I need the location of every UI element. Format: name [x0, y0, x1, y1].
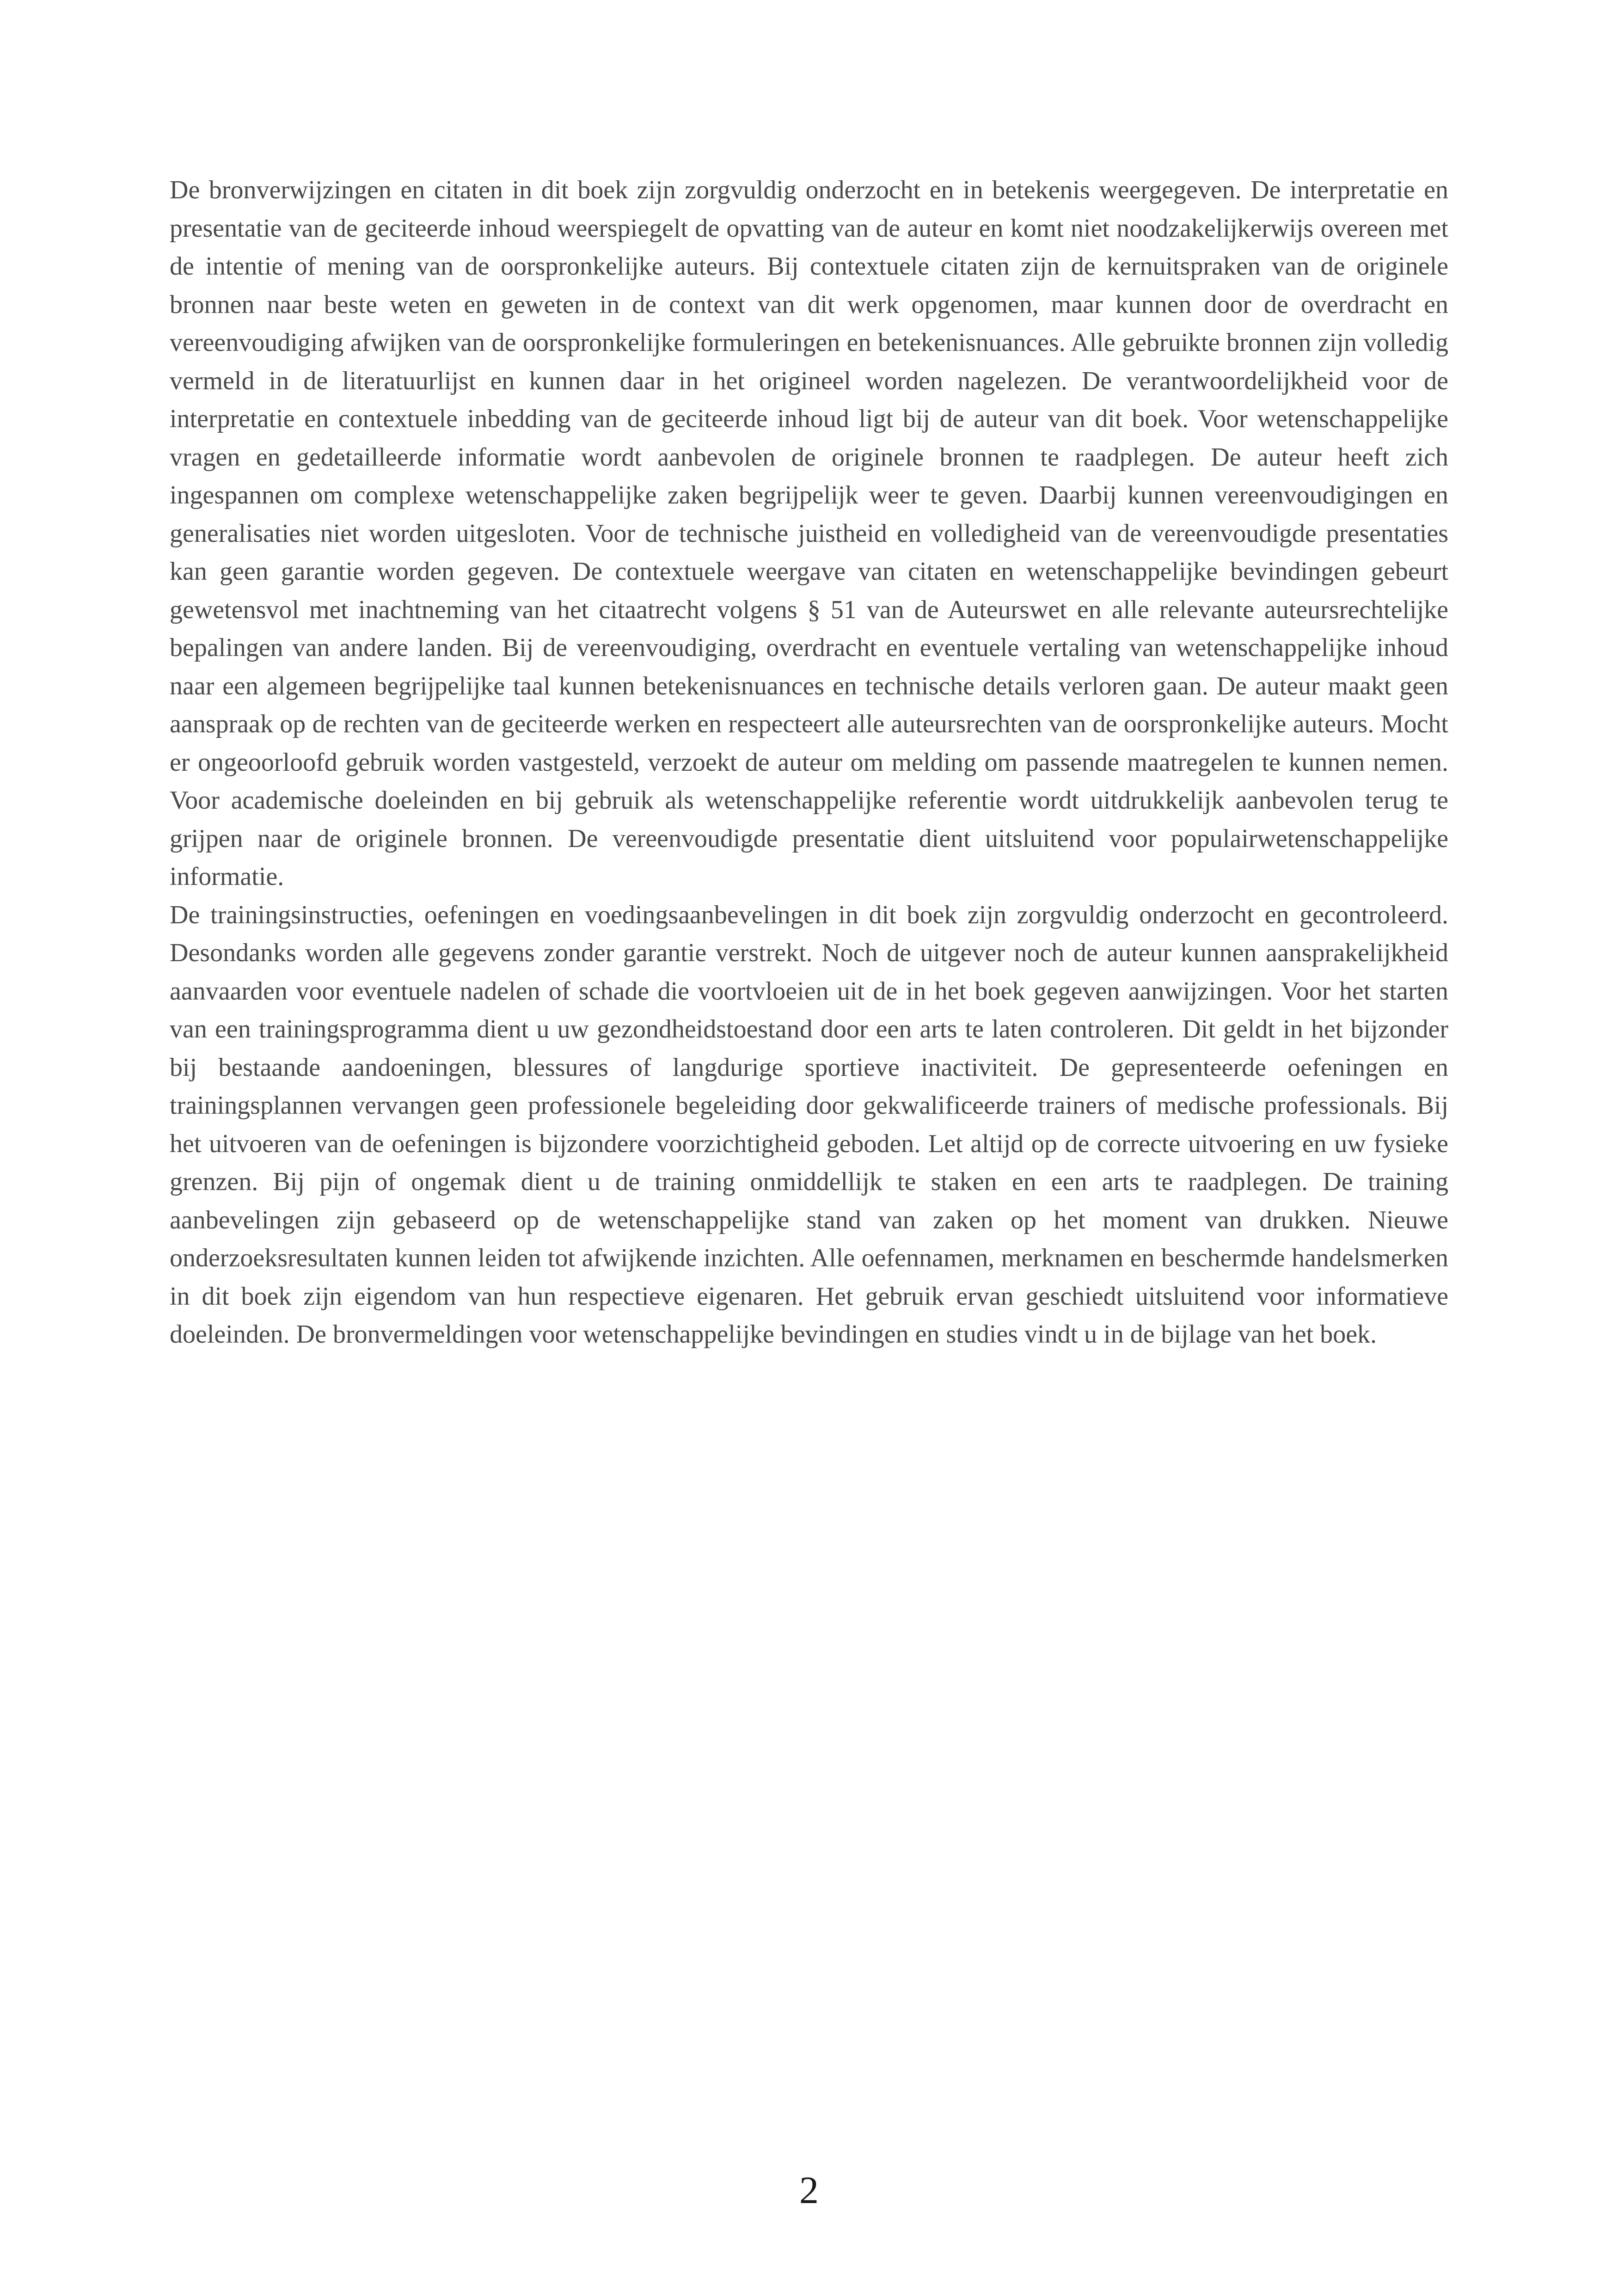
training-disclaimer-paragraph: De trainingsinstructies, oefeningen en voedingsaanbevelingen in dit boek zijn zorgvuldig onderzocht en gecontroleerd. Desondanks worden alle gegevens zonder garantie verstrekt. Noch de uitgever noch de auteur kunnen aansprakelijkheid aanvaarden voor eventuele nadelen of schade die voortvloeien uit de in het boek gegeven aanwijzingen. Voor het starten van een trainingsprogramma dient u uw gezondheidstoestand door een arts te laten controleren. Dit geldt in het bijzonder bij bestaande aandoeningen, blessures of langdurige sportieve inactiviteit. De gepresenteerde oefeningen en trainingsplannen vervangen geen professionele begeleiding door gekwalificeerde trainers of medische professionals. Bij het uitvoeren van de oefeningen is bijzondere voorzichtigheid geboden. Let altijd op de correcte uitvoering en uw fysieke grenzen. Bij pijn of ongemak dient u de training onmiddellijk te staken en een arts te raadplegen. De training aanbevelingen zijn gebaseerd op de wetenschappelijke stand van zaken op het moment van drukken. Nieuwe onderzoeksresultaten kunnen leiden tot afwijkende inzichten. Alle oefennamen, merknamen en beschermde handelsmerken in dit boek zijn eigendom van hun respectieve eigenaren. Het gebruik ervan geschiedt uitsluitend voor informatieve doeleinden. De bronvermeldingen voor wetenschappelijke bevindingen en studies vindt u in de bijlage van het boek. [170, 900, 1448, 1349]
page-number: 2 [799, 2169, 819, 2212]
disclaimer-text [170, 171, 1448, 1354]
citation-disclaimer-paragraph: De bronverwijzingen en citaten in dit boek zijn zorgvuldig onderzocht en in betekenis weergegeven. De interpretatie en presentatie van de geciteerde inhoud weerspiegelt de opvatting van de auteur en komt niet noodzakelijkerwijs overeen met de intentie of mening van de oorspronkelijke auteurs. Bij contextuele citaten zijn de kernuitspraken van de originele bronnen naar beste weten en geweten in de context van dit werk opgenomen, maar kunnen door de overdracht en vereenvoudiging afwijken van de oorspronkelijke formuleringen en betekenisnuances. Alle gebruikte bronnen zijn volledig vermeld in de literatuurlijst en kunnen daar in het origineel worden nagelezen. De verantwoordelijkheid voor de interpretatie en contextuele inbedding van de geciteerde inhoud ligt bij de auteur van dit boek. Voor wetenschappelijke vragen en gedetailleerde informatie wordt aanbevolen de originele bronnen te raadplegen. De auteur heeft zich ingespannen om complexe wetenschappelijke zaken begrijpelijk weer te geven. Daarbij kunnen vereenvoudigingen en generalisaties niet worden uitgesloten. Voor de technische juistheid en volledigheid van de vereenvoudigde presentaties kan geen garantie worden gegeven. De contextuele weergave van citaten en wetenschappelijke bevindingen gebeurt gewetensvol met inachtneming van het citaatrecht volgens § 51 van de Auteurswet en alle relevante auteursrechtelijke bepalingen van andere landen. Bij de vereenvoudiging, overdracht en eventuele vertaling van wetenschappelijke inhoud naar een algemeen begrijpelijke taal kunnen betekenisnuances en technische details verloren gaan. De auteur maakt geen aanspraak op de rechten van de geciteerde werken en respecteert alle auteursrechten van de oorspronkelijke auteurs. Mocht er ongeoorloofd gebruik worden vastgesteld, verzoekt de auteur om melding om passende maatregelen te kunnen nemen. Voor academische doeleinden en bij gebruik als wetenschappelijke referentie wordt uitdrukkelijk aanbevolen terug te grijpen naar de originele bronnen. De vereenvoudigde presentatie dient uitsluitend voor populairwetenschappelijke informatie. [170, 176, 1448, 891]
